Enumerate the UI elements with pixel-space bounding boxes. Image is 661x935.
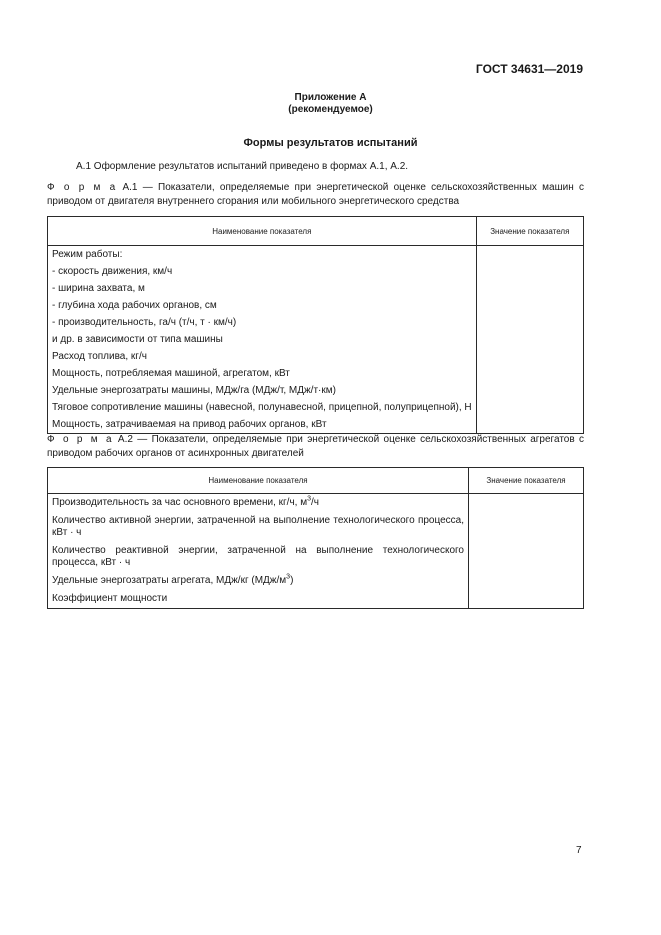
page-number: 7 bbox=[576, 845, 582, 856]
form2-row-text: Удельные энергозатраты агрегата, МДж/кг (МДж/м bbox=[52, 575, 287, 586]
form2-row-text: Производительность за час основного времени, кг/ч, м bbox=[52, 497, 308, 508]
form1-row: Тяговое сопротивление машины (навесной, полунавесной, прицепной, полуприцепной), Н bbox=[52, 402, 472, 413]
form2-body-row bbox=[48, 494, 584, 609]
form1-col-value: Значение показателя bbox=[476, 217, 583, 246]
superscript: 3 bbox=[286, 573, 291, 581]
standard-number: ГОСТ 34631—2019 bbox=[475, 62, 583, 76]
form2-row: Количество реактивной энергии, затраченной на выполнение технологического процесса, кВт · ч bbox=[52, 545, 464, 568]
annex-header bbox=[0, 92, 661, 116]
form2-table bbox=[47, 467, 584, 609]
form1-body-row bbox=[48, 246, 584, 434]
form2-row-tail: /ч bbox=[311, 497, 320, 508]
form1-names-cell bbox=[48, 246, 477, 434]
form2-row-tail: ) bbox=[290, 575, 294, 586]
form1-row: - скорость движения, км/ч bbox=[52, 266, 173, 277]
section-heading: Формы результатов испытаний bbox=[243, 137, 418, 149]
form2-row bbox=[52, 572, 464, 590]
form2-values-cell bbox=[469, 494, 584, 609]
form2-col-value: Значение показателя bbox=[469, 468, 584, 494]
form1-caption bbox=[47, 181, 584, 209]
form2-label: Ф о р м а bbox=[47, 434, 114, 445]
form2-header-row bbox=[48, 468, 584, 494]
form1-row: - ширина захвата, м bbox=[52, 283, 145, 294]
superscript: 3 bbox=[307, 495, 312, 503]
form1-row: Мощность, потребляемая машиной, агрегатом, кВт bbox=[52, 368, 290, 379]
form1-row: - глубина хода рабочих органов, см bbox=[52, 300, 217, 311]
form1-label: Ф о р м а bbox=[47, 182, 118, 193]
form2-caption bbox=[47, 433, 584, 461]
annex-status: (рекомендуемое) bbox=[288, 104, 373, 115]
form2-caption-text: А.2 — Показатели, определяемые при энергетической оценке сельскохозяйственных агрегатов с приводом рабочих органов от асинхронных двигателей bbox=[47, 434, 585, 459]
form1-caption-text: А.1 — Показатели, определяемые при энергетической оценке сельскохозяйственных машин с приводом от двигателя внутреннего сгорания или мобильного энергетического средства bbox=[47, 182, 584, 207]
form1-row: Расход топлива, кг/ч bbox=[52, 351, 147, 362]
intro-paragraph: А.1 Оформление результатов испытаний приведено в формах А.1, А.2. bbox=[76, 161, 409, 172]
form2-row: Коэффициент мощности bbox=[52, 593, 168, 604]
form1-row: - производительность, га/ч (т/ч, т · км/ч) bbox=[52, 317, 237, 328]
form2-row: Количество активной энергии, затраченной на выполнение технологического процесса, кВт · ч bbox=[52, 515, 464, 538]
form1-values-cell bbox=[476, 246, 583, 434]
form2-col-name: Наименование показателя bbox=[48, 468, 469, 494]
form1-table bbox=[47, 216, 584, 434]
form1-row: и др. в зависимости от типа машины bbox=[52, 334, 223, 345]
form1-row: Мощность, затрачиваемая на привод рабочих органов, кВт bbox=[52, 419, 327, 430]
form1-header-row bbox=[48, 217, 584, 246]
form2-names-cell bbox=[48, 494, 469, 609]
form1-row: Удельные энергозатраты машины, МДж/га (МДж/т, МДж/т·км) bbox=[52, 385, 336, 396]
annex-title: Приложение А bbox=[294, 92, 367, 103]
form2-row bbox=[52, 494, 464, 512]
form1-col-name: Наименование показателя bbox=[48, 217, 477, 246]
form1-row: Режим работы: bbox=[52, 249, 123, 260]
